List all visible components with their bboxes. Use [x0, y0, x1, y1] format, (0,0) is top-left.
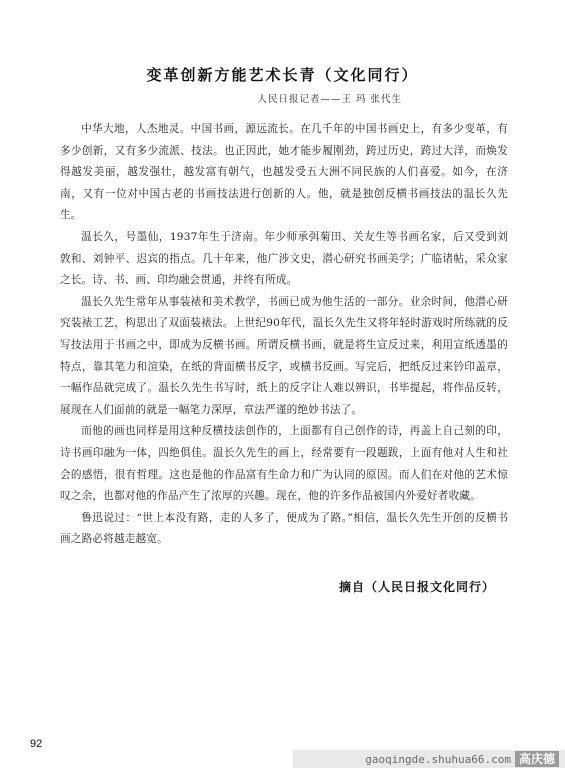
paragraph: 温长久先生常年从事装裱和美术教学，书画已成为他生活的一部分。业余时间，他潜心研究装裱工艺，构思出了双面装裱法。上世纪90年代，温长久先生又将年轻时游戏时所练就的反写技法用于书画之中，即成为反横书画。所谓反横书画，就是将生宣反过来，利用宣纸透墨的特点，靠其笔力和渲染，在纸的背面横书反字，或横书反画。写完后，把纸反过来钤印盖章，一幅作品就完成了。温长久先生书写时，纸上的反字让人难以辨识，书毕提起，将作品反转，展现在人们面前的就是一幅笔力深厚，章法严谨的绝妙书法了。 — [60, 295, 508, 416]
article-title: 变革创新方能艺术长青（文化同行） — [146, 66, 419, 84]
article-body — [60, 119, 508, 551]
watermark-url: gaoqingde.shuhua66.com — [365, 752, 511, 766]
watermark-name: 高庆德 — [515, 751, 559, 767]
paragraph: 鲁迅说过：“世上本没有路，走的人多了，便成为了路。”相信，温长久先生开创的反横书画之路必将越走越宽。 — [60, 511, 508, 546]
article-source: 摘自（人民日报文化同行） — [338, 580, 495, 594]
paragraph: 中华大地，人杰地灵。中国书画，源远流长。在几千年的中国书画史上，有多少变革，有多少创新，又有多少流派、技法。也正因此，她才能步履刚劲，跨过历史，跨过大洋，而焕发得越发美丽，越发强壮，越发富有朝气，也越发受五大洲不同民族的人们喜爱。如今，在济南，又有一位对中国古老的书画技法进行创新的人。他，就是独创反横书画技法的温长久先生。 — [60, 123, 508, 222]
article-byline: 人民日报记者——王 玛 张代生 — [257, 94, 402, 105]
watermark — [293, 750, 565, 768]
paragraph: 而他的画也同样是用这种反横技法创作的，上面都有自己创作的诗，再盖上自己刻的印，诗书画印融为一体，四绝俱佳。温长久先生的画上，经常要有一段题跋，上面有他对人生和社会的感悟，很有哲理。这也是他的作品富有生命力和广为认同的原因。而人们在对他的艺术惊叹之余，也都对他的作品产生了浓厚的兴趣。现在，他的许多作品被国内外爱好者收藏。 — [60, 425, 508, 503]
paragraph: 温长久，号墨仙，1937年生于济南。年少师承弭菊田、关友生等书画名家，后又受到刘敦和、刘钟平、迟宾的指点。几十年来，他广涉文史，潜心研究书画美学；广临诸帖，采众家之长。诗、书、画、印均融会贯通，并终有所成。 — [60, 230, 508, 287]
page-number: 92 — [30, 738, 43, 750]
